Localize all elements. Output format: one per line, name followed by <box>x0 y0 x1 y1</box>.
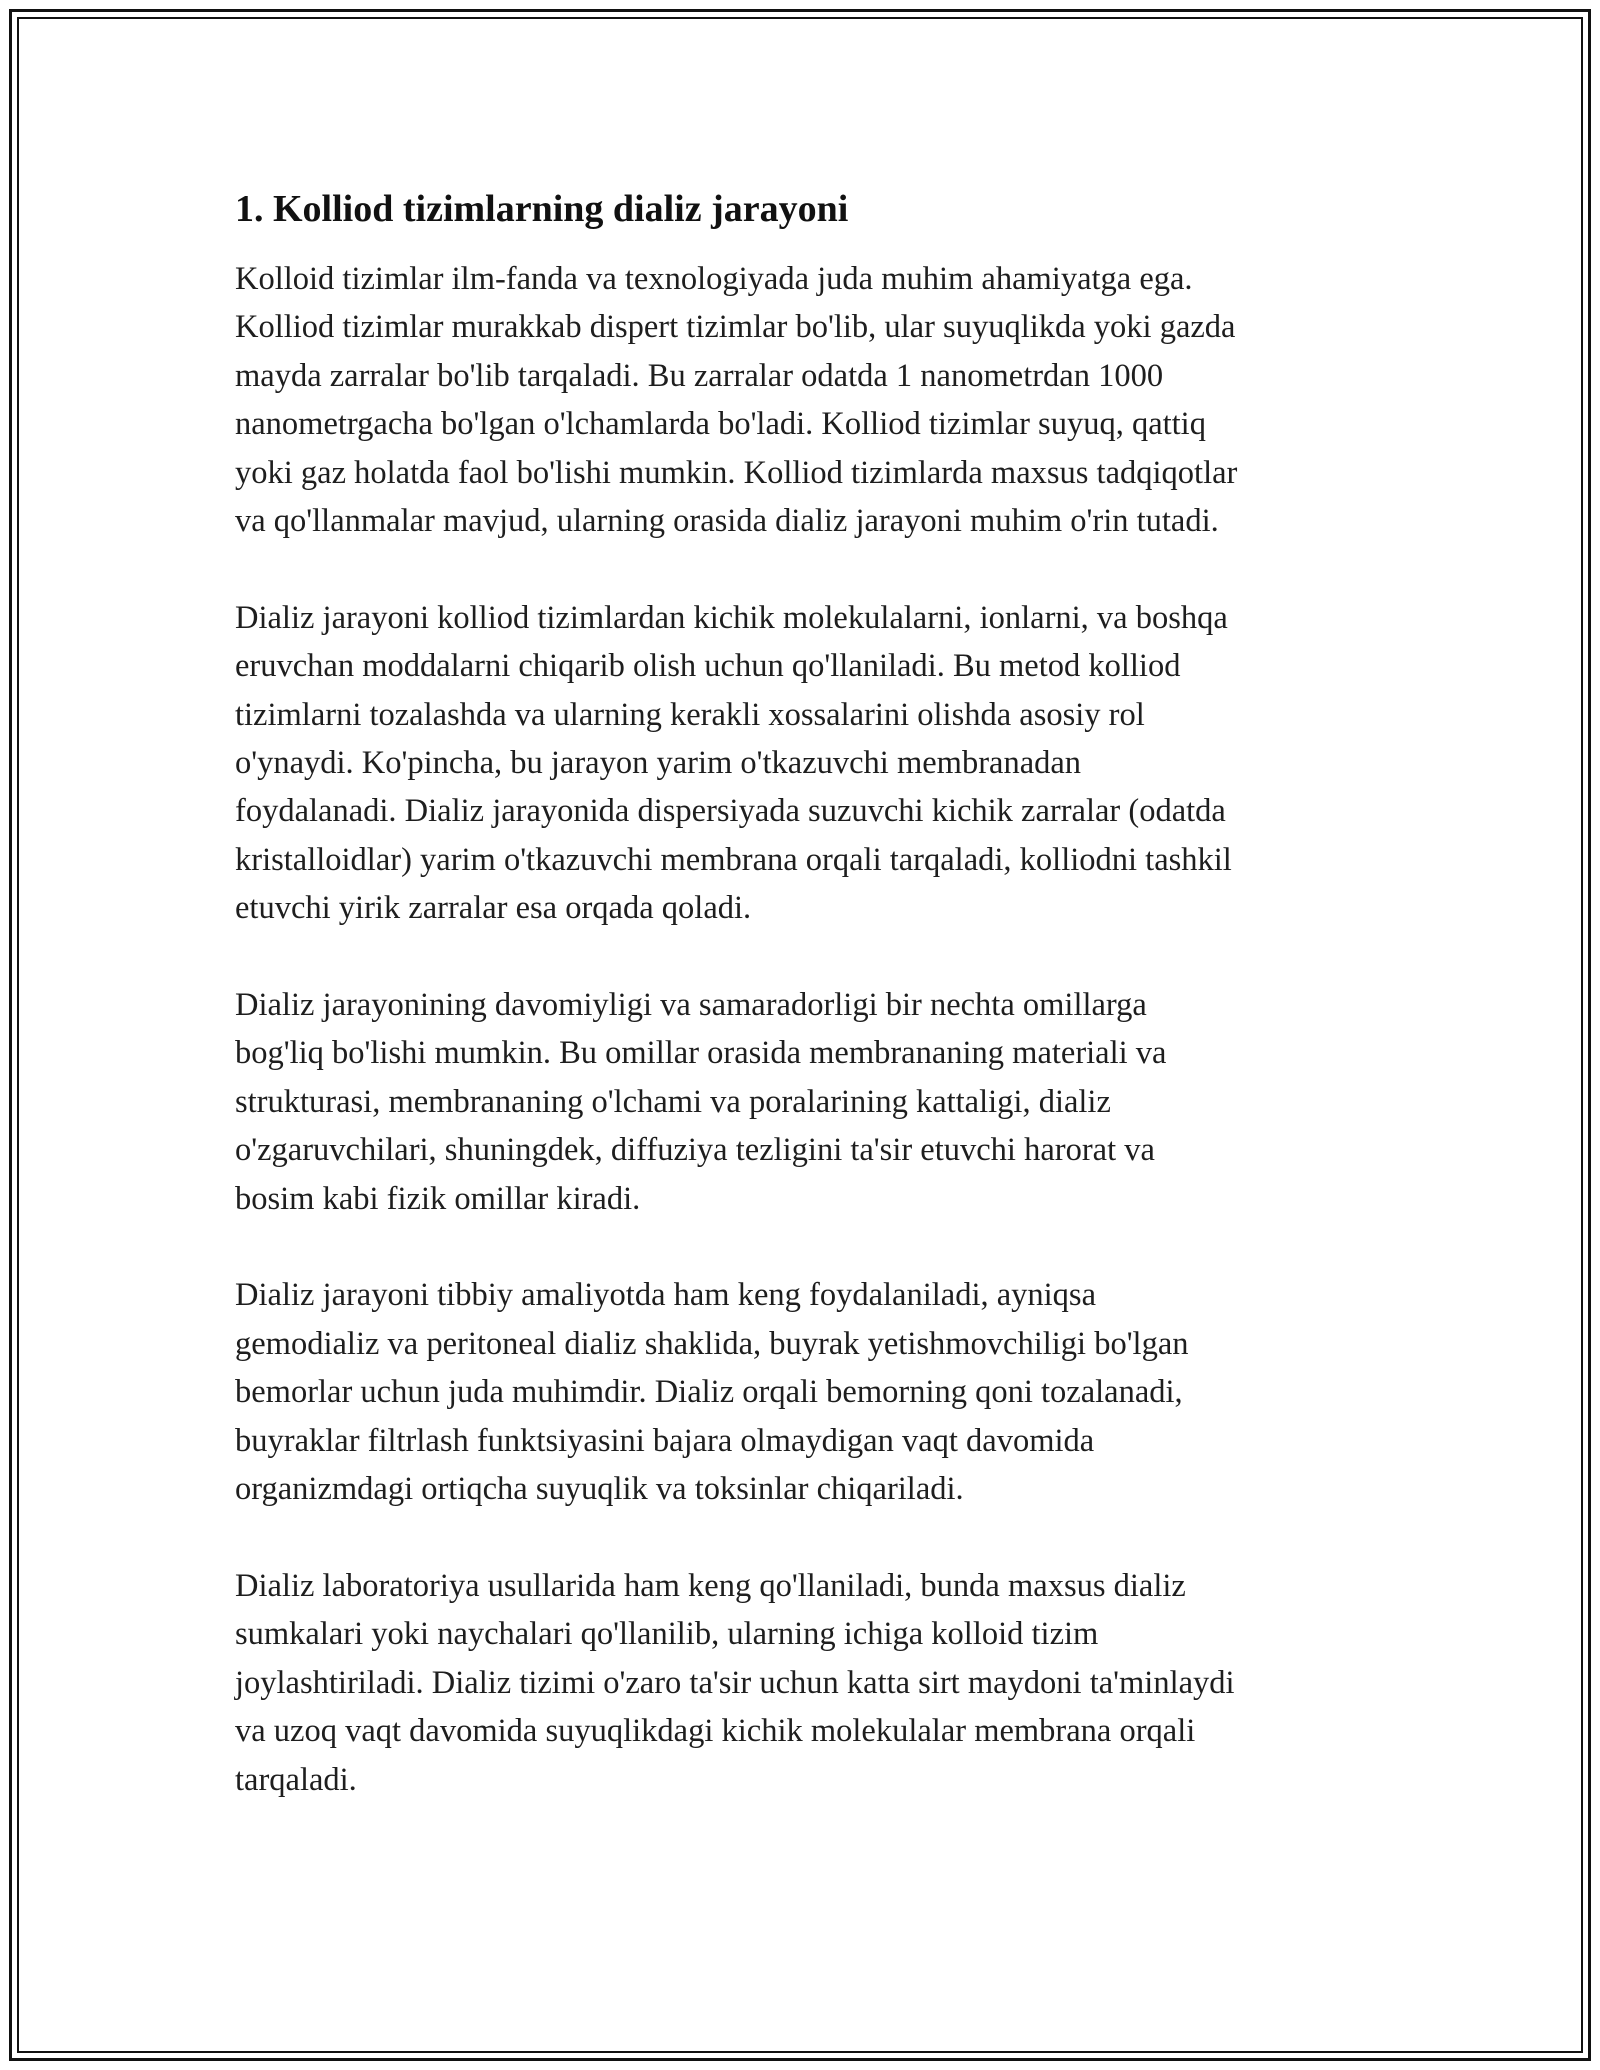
paragraph-line: mayda zarralar bo'lib tarqaladi. Bu zarralar odatda 1 nanometrdan 1000 <box>235 357 1164 394</box>
paragraph-line: Dializ laboratoriya usullarida ham keng qo'llaniladi, bunda maxsus dializ <box>235 1567 1186 1604</box>
paragraph-2 <box>235 594 1375 933</box>
section-title: 1. Kolliod tizimlarning dializ jarayoni <box>235 188 849 230</box>
paragraph-line: bemorlar uchun juda muhimdir. Dializ orqali bemorning qoni tozalanadi, <box>235 1374 1183 1411</box>
paragraph-4 <box>235 1271 1375 1513</box>
paragraph-line: o'ynaydi. Ko'pincha, bu jarayon yarim o'tkazuvchi membranadan <box>235 745 1082 782</box>
paragraph-line: foydalanadi. Dializ jarayonida dispersiyada suzuvchi kichik zarralar (odatda <box>235 793 1226 830</box>
paragraph-line: Dializ jarayoni kolliod tizimlardan kichik molekulalarni, ionlarni, va boshqa <box>235 599 1228 636</box>
paragraph-1 <box>235 255 1375 545</box>
paragraph-line: tizimlarni tozalashda va ularning kerakli xossalarini olishda asosiy rol <box>235 696 1145 733</box>
document-body <box>235 185 1375 1852</box>
paragraph-line: Kolloid tizimlar ilm-fanda va texnologiyada juda muhim ahamiyatga ega. <box>235 261 1193 297</box>
paragraph-3 <box>235 981 1375 1223</box>
paragraph-line: bosim kabi fizik omillar kiradi. <box>235 1180 641 1217</box>
paragraph-line: organizmdagi ortiqcha suyuqlik va toksinlar chiqariladi. <box>235 1471 964 1508</box>
paragraph-line: tarqaladi. <box>235 1761 357 1798</box>
paragraph-line: nanometrgacha bo'lgan o'lchamlarda bo'ladi. Kolliod tizimlar suyuq, qattiq <box>235 406 1206 443</box>
paragraph-line: Kolliod tizimlar murakkab dispert tizimlar bo'lib, ular suyuqlikda yoki gazda <box>235 309 1236 346</box>
paragraph-line: Dializ jarayoni tibbiy amaliyotda ham keng foydalaniladi, ayniqsa <box>235 1277 1096 1314</box>
paragraph-line: va uzoq vaqt davomida suyuqlikdagi kichik molekulalar membrana orqali <box>235 1713 1196 1750</box>
paragraph-line: yoki gaz holatda faol bo'lishi mumkin. Kolliod tizimlarda maxsus tadqiqotlar <box>235 454 1238 491</box>
paragraph-line: kristalloidlar) yarim o'tkazuvchi membrana orqali tarqaladi, kolliodni tashkil <box>235 841 1232 878</box>
paragraph-line: joylashtiriladi. Dializ tizimi o'zaro ta'sir uchun katta sirt maydoni ta'minlaydi <box>235 1664 1235 1701</box>
paragraph-line: eruvchan moddalarni chiqarib olish uchun qo'llaniladi. Bu metod kolliod <box>235 648 1181 685</box>
paragraph-line: gemodializ va peritoneal dializ shaklida, buyrak yetishmovchiligi bo'lgan <box>235 1325 1189 1362</box>
paragraph-line: etuvchi yirik zarralar esa orqada qoladi. <box>235 890 752 927</box>
paragraph-line: strukturasi, membrananing o'lchami va poralarining kattaligi, dializ <box>235 1083 1111 1120</box>
paragraph-line: va qo'llanmalar mavjud, ularning orasida dializ jarayoni muhim o'rin tutadi. <box>235 503 1219 540</box>
paragraph-5 <box>235 1562 1375 1804</box>
paragraph-line: bog'liq bo'lishi mumkin. Bu omillar orasida membrananing materiali va <box>235 1035 1167 1072</box>
paragraph-line: sumkalari yoki naychalari qo'llanilib, ularning ichiga kolloid tizim <box>235 1616 1099 1653</box>
paragraph-line: o'zgaruvchilari, shuningdek, diffuziya tezligini ta'sir etuvchi harorat va <box>235 1132 1155 1169</box>
paragraph-line: Dializ jarayonining davomiyligi va samaradorligi bir nechta omillarga <box>235 987 1147 1024</box>
paragraph-line: buyraklar filtrlash funktsiyasini bajara olmaydigan vaqt davomida <box>235 1422 1095 1459</box>
